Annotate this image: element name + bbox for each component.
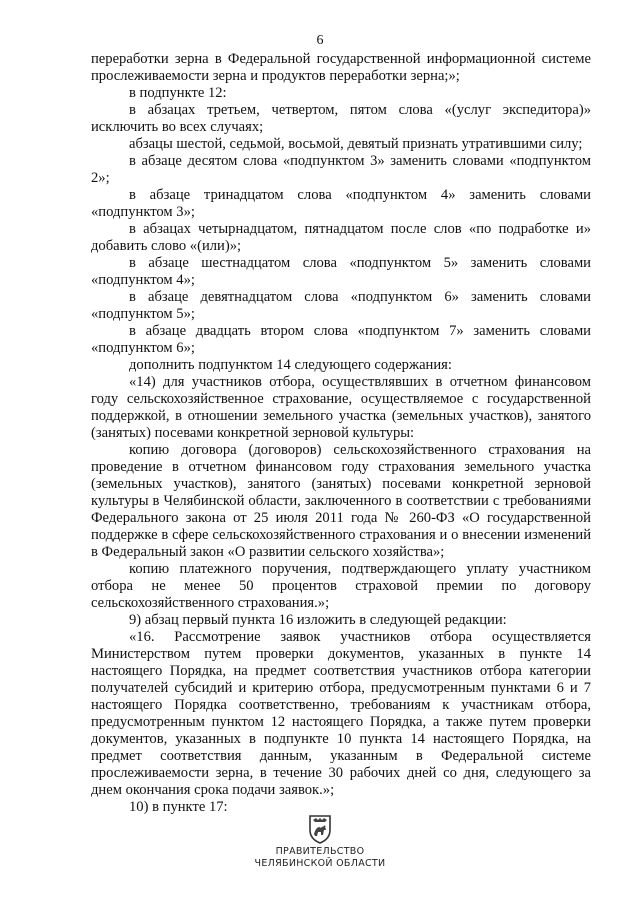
paragraph: в подпункте 12:: [129, 85, 227, 101]
paragraph: в абзаце девятнадцатом слова «подпунктом 6» заменить словами «подпунктом 5»;: [91, 289, 591, 322]
page-number: 6: [316, 33, 324, 48]
paragraph: дополнить подпунктом 14 следующего содержания:: [129, 357, 452, 373]
paragraph: 10) в пункте 17:: [129, 799, 228, 815]
paragraph: 9) абзац первый пункта 16 изложить в следующей редакции:: [129, 612, 507, 628]
footer-org-line1: ПРАВИТЕЛЬСТВО: [275, 846, 365, 857]
paragraph: копию договора (договоров) сельскохозяйственного страхования на проведение в отчетном финансовом году страхования земельного участка (земельных участков), занятого (занятых) посевами конкретной зерновой культуры в Челябинской области, заключенного в соответствии с требованиями Федерального закона от 25 июля 2011 года № 260-ФЗ «О государственной поддержке в сфере сельскохозяйственного страхования и о внесении изменений в Федеральный закон «О развитии сельского хозяйства»;: [91, 442, 591, 560]
document-body: [91, 51, 591, 816]
paragraph: абзацы шестой, седьмой, восьмой, девятый признать утратившими силу;: [129, 136, 583, 152]
paragraph: копию платежного поручения, подтверждающего уплату участником отбора не менее 50 процентов страховой премии по договору сельскохозяйственного страхования.»;: [91, 561, 591, 611]
paragraph: «14) для участников отбора, осуществлявших в отчетном финансовом году сельскохозяйственное страхование, осуществляемое с государственной поддержкой, в отношении земельного участка (земельных участков), занятого (занятых) посевами конкретной зерновой культуры:: [91, 374, 591, 441]
paragraph: в абзаце десятом слова «подпунктом 3» заменить словами «подпунктом 2»;: [91, 153, 591, 186]
paragraph: «16. Рассмотрение заявок участников отбора осуществляется Министерством путем проверки документов, указанных в пункте 14 настоящего Порядка, на предмет соответствия участников отбора категории получателей субсидий и критерию отбора, предусмотренным пунктами 6 и 7 настоящего Порядка соответственно, требованиям к участникам отбора, предусмотренным пунктом 12 настоящего Порядка, а также путем проверки документов, указанных в подпункте 10 пункта 14 настоящего Порядка, на предмет соответствия данным, указанным в Федеральной системе прослеживаемости зерна, в течение 30 рабочих дней со дня, следующего за днем окончания срока подачи заявок.»;: [91, 629, 591, 798]
paragraph: переработки зерна в Федеральной государственной информационной системе прослеживаемости зерна и продуктов переработки зерна;»;: [91, 51, 591, 84]
paragraph: в абзаце двадцать втором слова «подпунктом 7» заменить словами «подпунктом 6»;: [91, 323, 591, 356]
paragraph: в абзацах четырнадцатом, пятнадцатом после слов «по подработке и» добавить слово «(или)»;: [91, 221, 591, 254]
government-stamp: [0, 814, 640, 870]
paragraph: в абзацах третьем, четвертом, пятом слова «(услуг экспедитора)» исключить во всех случаях;: [91, 102, 591, 135]
coat-of-arms-icon: [308, 814, 332, 844]
footer-org-line2: ЧЕЛЯБИНСКОЙ ОБЛАСТИ: [254, 858, 386, 869]
paragraph: в абзаце тринадцатом слова «подпунктом 4» заменить словами «подпунктом 3»;: [91, 187, 591, 220]
paragraph: в абзаце шестнадцатом слова «подпунктом 5» заменить словами «подпунктом 4»;: [91, 255, 591, 288]
